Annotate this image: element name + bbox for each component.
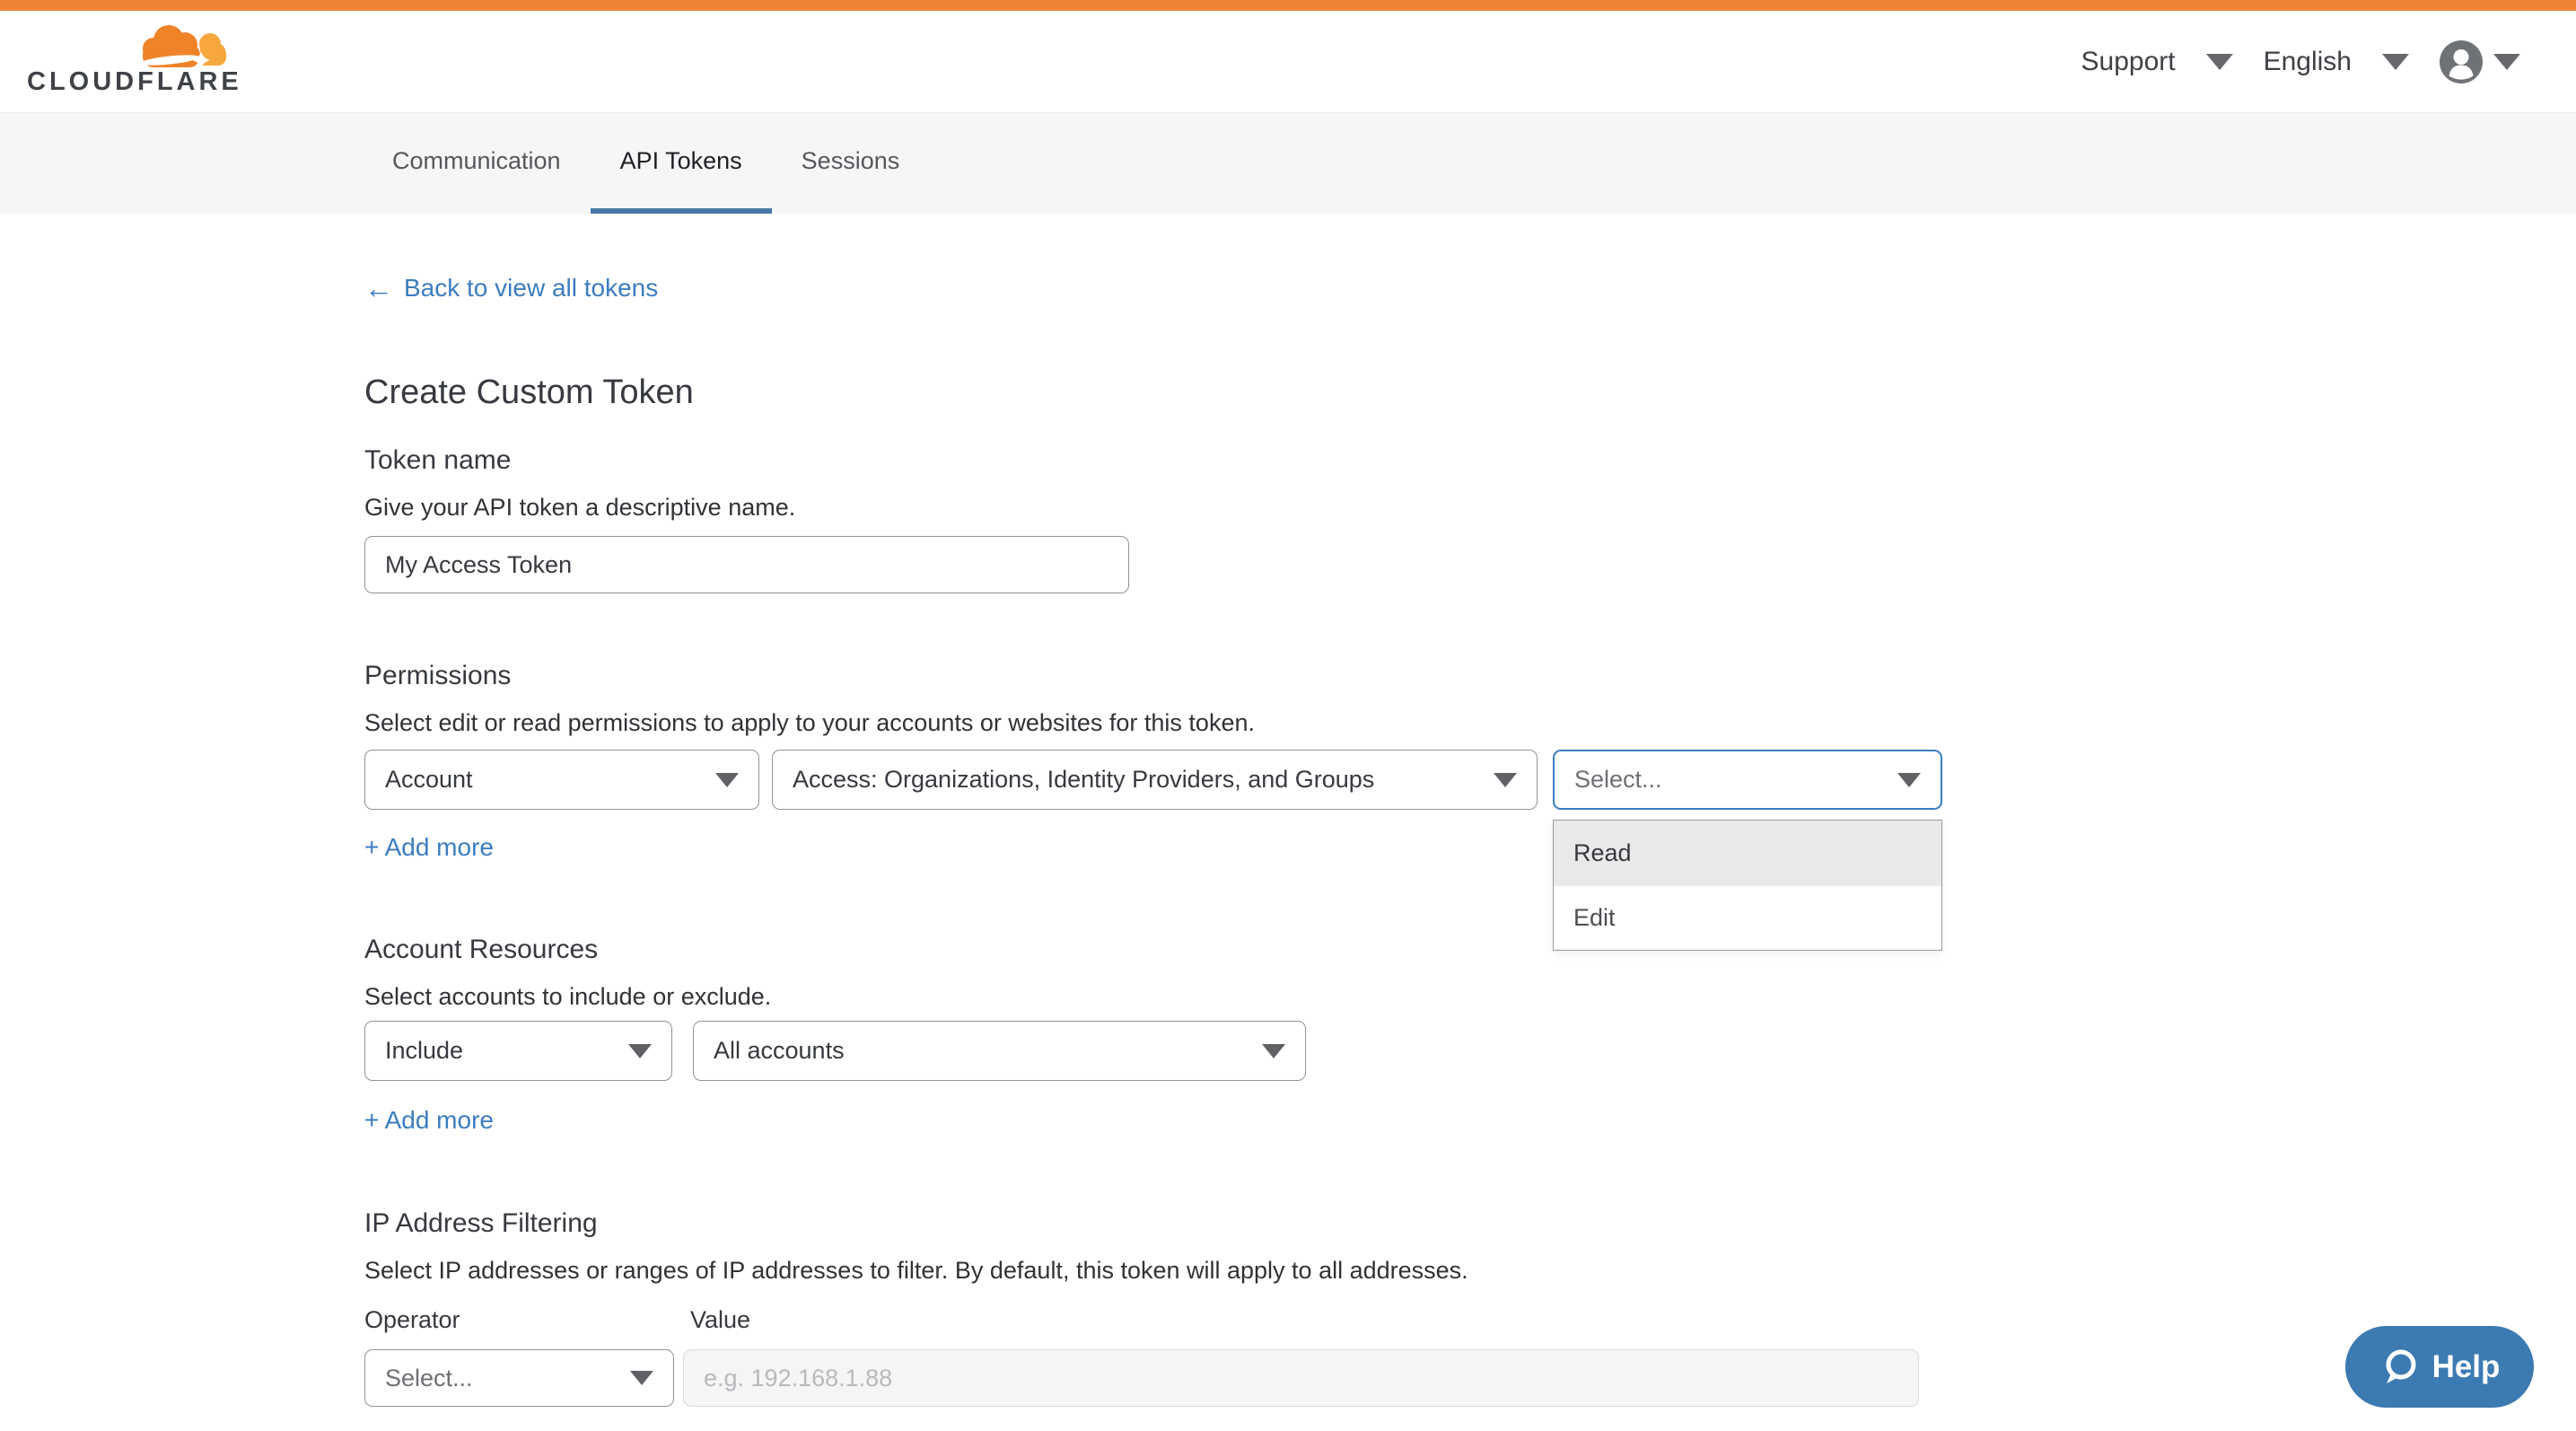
cloudflare-logo[interactable] xyxy=(27,18,242,102)
resource-mode-select[interactable] xyxy=(364,1021,672,1081)
resource-mode-value: Include xyxy=(385,1037,464,1064)
token-name-heading: Token name xyxy=(364,445,512,475)
account-resources-row xyxy=(364,1021,1306,1081)
permission-resource-select[interactable] xyxy=(772,750,1538,810)
back-link[interactable] xyxy=(364,274,658,303)
chevron-down-icon xyxy=(2493,54,2520,70)
back-arrow-icon: ← xyxy=(364,272,393,304)
ip-filtering-labels xyxy=(364,1306,750,1334)
permissions-add-more-link[interactable]: + Add more xyxy=(364,833,494,861)
chevron-down-icon xyxy=(2206,54,2233,70)
account-resources-heading: Account Resources xyxy=(364,935,599,964)
permissions-description: Select edit or read permissions to apply to your accounts or websites for this token. xyxy=(364,709,1255,736)
permission-level-menu xyxy=(1553,820,1942,951)
ip-filtering-description: Select IP addresses or ranges of IP addresses to filter. By default, this token will apply to all addresses. xyxy=(364,1257,1468,1284)
permission-level-select[interactable] xyxy=(1553,750,1942,931)
resource-scope-value: All accounts xyxy=(714,1037,845,1064)
ip-value-input[interactable] xyxy=(683,1349,1919,1407)
tab-sessions[interactable]: Sessions xyxy=(801,146,900,174)
token-name-input[interactable] xyxy=(364,536,1129,593)
cloudflare-wordmark: CLOUDFLARE xyxy=(27,67,242,96)
language-label: English xyxy=(2263,47,2352,76)
permission-scope-value: Account xyxy=(385,766,473,793)
operator-label: Operator xyxy=(364,1306,460,1333)
header xyxy=(0,11,2576,113)
chevron-down-icon xyxy=(2382,54,2409,70)
ip-operator-select[interactable] xyxy=(364,1349,674,1407)
support-label: Support xyxy=(2081,47,2176,76)
chevron-down-icon xyxy=(1897,773,1921,787)
ip-filtering-heading: IP Address Filtering xyxy=(364,1208,598,1238)
menu-option-read[interactable]: Read xyxy=(1554,821,1941,885)
main-content xyxy=(364,214,1980,1431)
resource-scope-select[interactable] xyxy=(693,1021,1306,1081)
ip-filtering-row xyxy=(364,1349,1919,1407)
permissions-heading: Permissions xyxy=(364,661,512,690)
profile-tabs xyxy=(0,113,2576,214)
menu-option-edit[interactable]: Edit xyxy=(1554,885,1941,950)
support-menu[interactable] xyxy=(2081,47,2233,77)
language-menu[interactable] xyxy=(2264,47,2409,77)
value-label: Value xyxy=(690,1306,751,1333)
permission-scope-select[interactable] xyxy=(364,750,759,810)
chevron-down-icon xyxy=(1494,773,1517,787)
chevron-down-icon xyxy=(715,773,739,787)
brand-accent-bar xyxy=(0,0,2576,11)
page-title: Create Custom Token xyxy=(364,373,694,411)
account-resources-description: Select accounts to include or exclude. xyxy=(364,983,772,1010)
cloudflare-cloud-icon xyxy=(121,21,231,73)
help-button-label: Help xyxy=(2431,1348,2501,1384)
permission-level-placeholder: Select... xyxy=(1574,766,1662,793)
chat-bubble-icon xyxy=(2379,1348,2419,1387)
account-resources-add-more-link[interactable]: + Add more xyxy=(364,1106,494,1134)
account-menu[interactable] xyxy=(2440,40,2520,83)
chevron-down-icon xyxy=(628,1044,652,1058)
help-button[interactable] xyxy=(2345,1326,2534,1408)
chevron-down-icon xyxy=(630,1371,653,1385)
ip-operator-placeholder: Select... xyxy=(385,1364,473,1391)
tab-communication[interactable]: Communication xyxy=(392,146,561,174)
chevron-down-icon xyxy=(1262,1044,1285,1058)
top-nav xyxy=(2081,11,2520,113)
back-link-label: Back to view all tokens xyxy=(404,274,659,302)
avatar-icon xyxy=(2440,40,2483,83)
permission-resource-value: Access: Organizations, Identity Providers, and Groups xyxy=(793,766,1375,793)
tab-api-tokens[interactable]: API Tokens xyxy=(591,113,772,214)
token-name-description: Give your API token a descriptive name. xyxy=(364,494,796,521)
